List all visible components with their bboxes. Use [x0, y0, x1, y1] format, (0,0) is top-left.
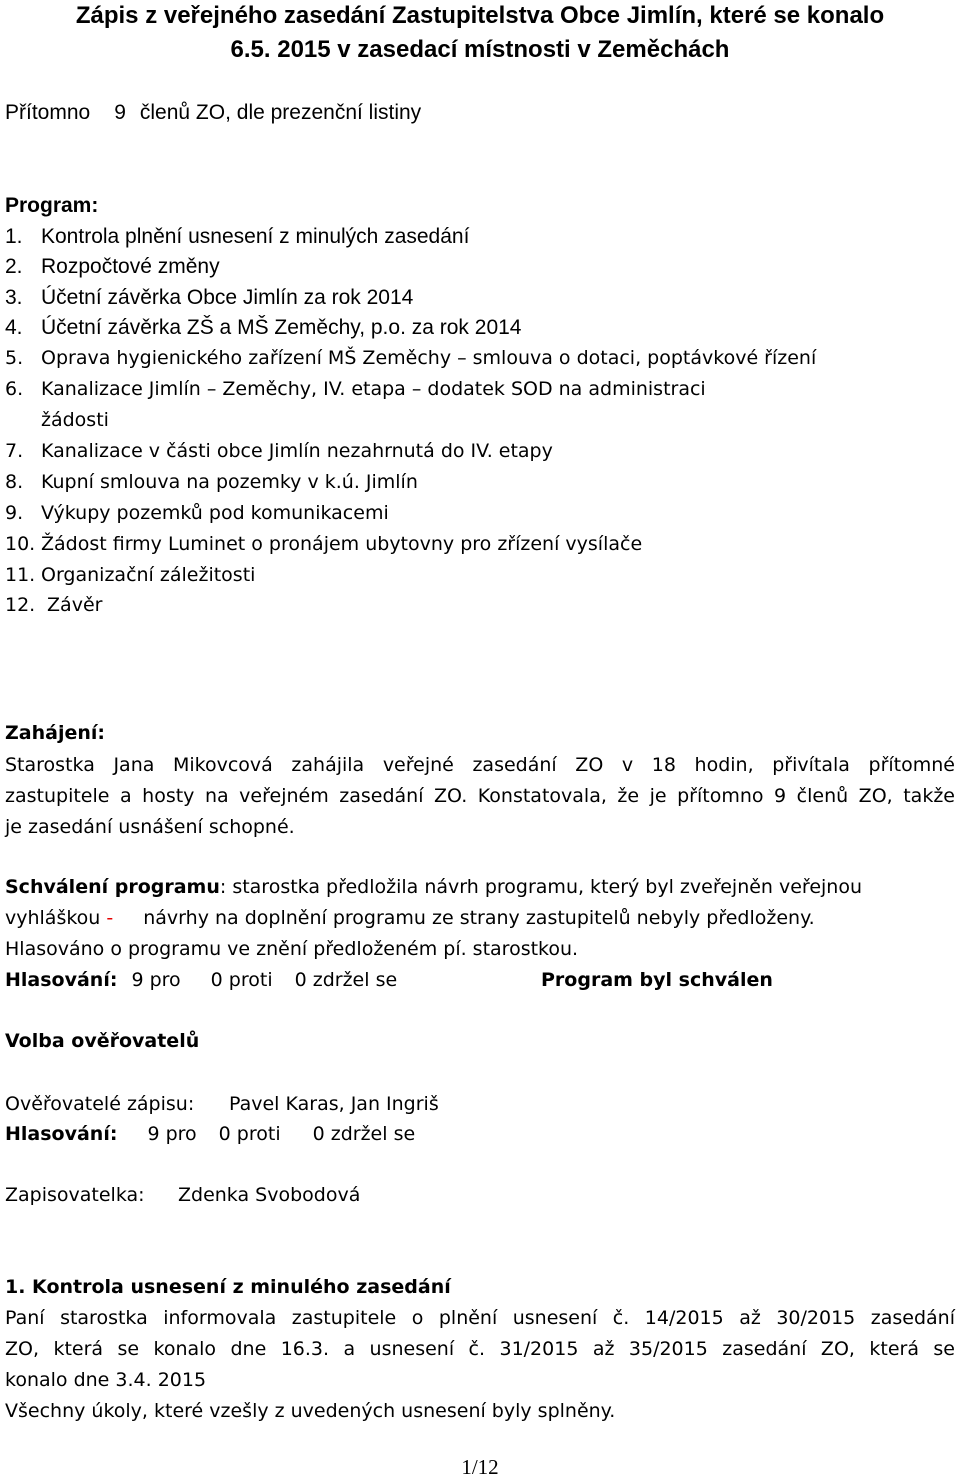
program-item: 4. Účetní závěrka ZŠ a MŠ Zeměchy, p.o. za rok 2014	[5, 316, 522, 339]
section1-heading: 1. Kontrola usnesení z minulého zasedání	[5, 1276, 451, 1298]
section1-line2: ZO, která se konalo dne 16.3. a usnesení č. 31/2015 až 35/2015 zasedání ZO, která se	[5, 1338, 955, 1360]
verifiers-names: Pavel Karas, Jan Ingriš	[229, 1093, 439, 1115]
document-title-line2: 6.5. 2015 v zasedací místnosti v Zeměchách	[230, 36, 730, 63]
approval-line3: Hlasováno o programu ve znění předloženém pí. starostkou.	[5, 938, 579, 960]
program-item: 11. Organizační záležitosti	[5, 564, 256, 586]
recorder-name: Zdenka Svobodová	[178, 1184, 361, 1206]
program-item: 12. Závěr	[5, 594, 103, 616]
program-item: 8. Kupní smlouva na pozemky v k.ú. Jimlín	[5, 471, 418, 493]
attendance-count: 9	[114, 101, 126, 124]
program-item: 2. Rozpočtové změny	[5, 255, 220, 278]
program-item: 9. Výkupy pozemků pod komunikacemi	[5, 502, 389, 524]
attendance-line	[5, 101, 421, 125]
program-item: 10. Žádost firmy Luminet o pronájem ubytovny pro zřízení vysílače	[5, 533, 643, 555]
opening-line1: Starostka Jana Mikovcová zahájila veřejné zasedání ZO v 18 hodin, přivítala přítomné	[5, 754, 955, 776]
approval-heading: Schválení programu	[5, 876, 220, 898]
section1-line3: konalo dne 3.4. 2015	[5, 1369, 207, 1391]
opening-line2: zastupitele a hosty na veřejném zasedání ZO. Konstatovala, že je přítomno 9 členů ZO, takže	[5, 785, 955, 807]
program-item: 1. Kontrola plnění usnesení z minulých zasedání	[5, 225, 470, 248]
document-title-line1: Zápis z veřejného zasedání Zastupitelstva Obce Jimlín, které se konalo	[75, 2, 885, 29]
section1-line1: Paní starostka informovala zastupitele o plnění usnesení č. 14/2015 až 30/2015 zasedání	[5, 1307, 955, 1329]
program-heading: Program:	[5, 194, 99, 217]
approval-vote-line: Hlasování: 9 pro 0 proti 0 zdržel se	[5, 969, 398, 991]
page-number: 1/12	[461, 1455, 499, 1479]
program-item: žádosti	[41, 409, 109, 431]
approval-line1: Schválení programu: starostka předložila návrh programu, který byl zveřejněn veřejnou	[5, 876, 863, 898]
approval-line2: vyhláškou - návrhy na doplnění programu ze strany zastupitelů nebyly předloženy.	[5, 907, 815, 929]
program-item: 6. Kanalizace Jimlín – Zeměchy, IV. etapa – dodatek SOD na administraci	[5, 378, 706, 400]
opening-heading: Zahájení:	[5, 722, 105, 744]
verifiers-heading: Volba ověřovatelů	[5, 1030, 200, 1052]
attendance-text: členů ZO, dle prezenční listiny	[139, 101, 422, 124]
attendance-label: Přítomno	[5, 101, 91, 124]
vote-label: Hlasování:	[5, 1123, 118, 1145]
vote-label: Hlasování:	[5, 969, 118, 991]
recorder-label: Zapisovatelka:	[5, 1184, 145, 1206]
section1-line4: Všechny úkoly, které vzešly z uvedených usnesení byly splněny.	[5, 1400, 616, 1422]
opening-line3: je zasedání usnášení schopné.	[5, 816, 295, 838]
verifiers-vote-line: Hlasování: 9 pro 0 proti 0 zdržel se	[5, 1123, 416, 1145]
program-item: 3. Účetní závěrka Obce Jimlín za rok 2014	[5, 286, 414, 309]
program-item: 5. Oprava hygienického zařízení MŠ Zeměchy – smlouva o dotaci, poptávkové řízení	[5, 347, 817, 369]
program-item: 7. Kanalizace v části obce Jimlín nezahrnutá do IV. etapy	[5, 440, 553, 462]
program-approved-result: Program byl schválen	[541, 969, 773, 991]
verifiers-label: Ověřovatelé zápisu:	[5, 1093, 195, 1115]
